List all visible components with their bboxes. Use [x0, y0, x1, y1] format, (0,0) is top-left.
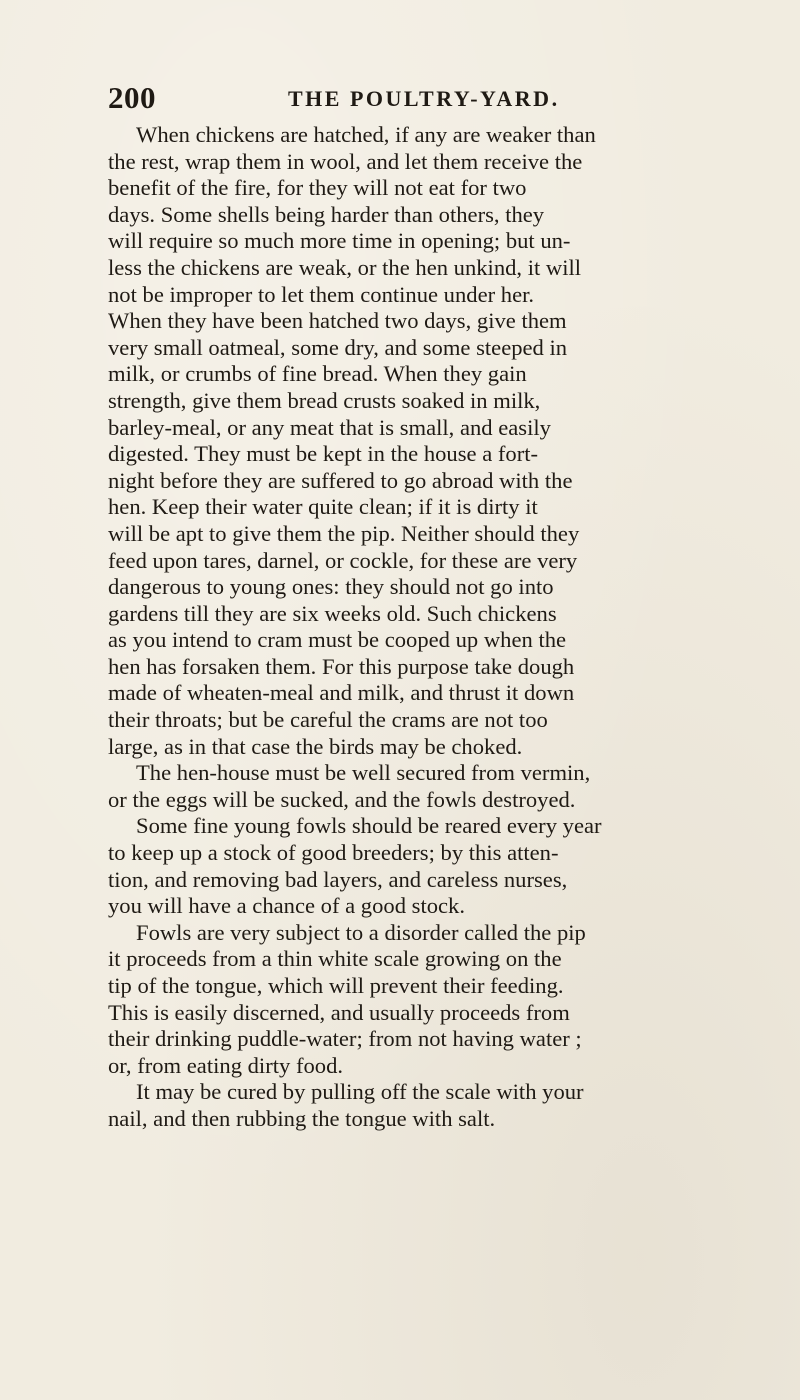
text-line: benefit of the fire, for they will not eat for two — [108, 175, 527, 201]
text-line: When they have been hatched two days, give them — [108, 308, 567, 334]
text-line: very small oatmeal, some dry, and some steeped in — [108, 334, 568, 360]
text-line: Fowls are very subject to a disorder called the pip — [136, 919, 586, 945]
text-line: feed upon tares, darnel, or cockle, for these are very — [108, 547, 578, 573]
text-line: days. Some shells being harder than others, they — [108, 201, 545, 227]
text-line: strength, give them bread crusts soaked in milk, — [108, 387, 541, 413]
text-line: not be improper to let them continue under her. — [108, 281, 535, 307]
text-line: hen. Keep their water quite clean; if it is dirty it — [108, 494, 538, 520]
text-line: digested. They must be kept in the house a fort- — [108, 441, 539, 467]
paragraph — [108, 760, 716, 813]
text-line: gardens till they are six weeks old. Such chickens — [108, 600, 557, 626]
text-line: their drinking puddle-water; from not having water ; — [108, 1026, 582, 1052]
text-line: When chickens are hatched, if any are weaker than — [136, 122, 596, 147]
paragraph — [108, 813, 716, 919]
text-line: as you intend to cram must be cooped up when the — [108, 627, 567, 653]
text-line: barley-meal, or any meat that is small, and easily — [108, 414, 551, 440]
text-line: large, as in that case the birds may be choked. — [108, 733, 523, 759]
running-head: THE POULTRY-YARD. — [288, 86, 560, 111]
body-text — [108, 122, 716, 1133]
text-line: The hen-house must be well secured from vermin, — [136, 760, 591, 786]
text-line: their throats; but be careful the crams are not too — [108, 707, 548, 733]
text-line: dangerous to young ones: they should not go into — [108, 574, 554, 600]
text-line: milk, or crumbs of fine bread. When they gain — [108, 361, 527, 387]
text-line: to keep up a stock of good breeders; by this atten- — [108, 840, 559, 866]
text-line: tion, and removing bad layers, and careless nurses, — [108, 866, 568, 892]
page-number: 200 — [108, 80, 156, 115]
text-line: the rest, wrap them in wool, and let them receive the — [108, 148, 583, 174]
paragraph — [108, 122, 716, 760]
text-line: It may be cured by pulling off the scale with your — [136, 1079, 584, 1105]
page-header — [108, 80, 708, 116]
text-line: tip of the tongue, which will prevent their feeding. — [108, 973, 564, 998]
text-line: will require so much more time in opening; but un- — [108, 228, 571, 254]
text-line: it proceeds from a thin white scale growing on the — [108, 946, 562, 972]
text-line: or the eggs will be sucked, and the fowls destroyed. — [108, 786, 576, 812]
text-line: night before they are suffered to go abroad with the — [108, 467, 573, 493]
paragraph — [108, 920, 716, 1080]
text-line: Some fine young fowls should be reared every year — [136, 813, 602, 839]
text-line: you will have a chance of a good stock. — [108, 893, 465, 919]
text-line: will be apt to give them the pip. Neither should they — [108, 520, 580, 546]
text-line: hen has forsaken them. For this purpose take dough — [108, 653, 575, 679]
text-line: This is easily discerned, and usually proceeds from — [108, 999, 570, 1025]
text-line: or, from eating dirty food. — [108, 1052, 344, 1078]
text-line: less the chickens are weak, or the hen unkind, it will — [108, 254, 582, 280]
paragraph — [108, 1079, 716, 1132]
text-line: nail, and then rubbing the tongue with salt. — [108, 1105, 496, 1131]
text-line: made of wheaten-meal and milk, and thrust it down — [108, 680, 575, 706]
